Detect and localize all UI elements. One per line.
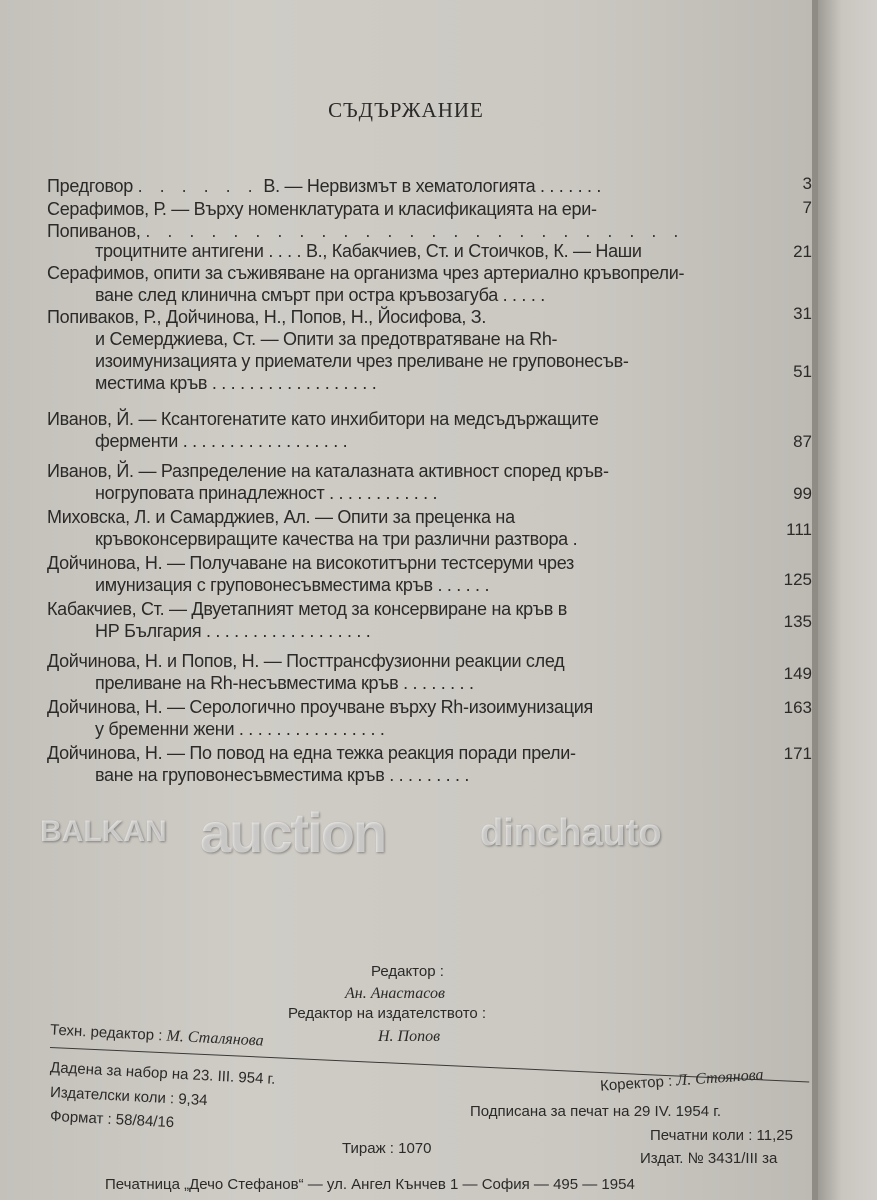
tech-editor <box>50 1021 264 1050</box>
toc-entry <box>47 307 486 328</box>
toc-entry <box>95 621 371 642</box>
toc-entry <box>47 599 567 620</box>
typeset-date: Дадена за набор на 23. III. 954 г. <box>49 1059 276 1088</box>
toc-entry <box>47 263 684 284</box>
print-sheets: Печатни коли : 11,25 <box>650 1127 793 1144</box>
editor-name: Ан. Анастасов <box>345 985 445 1002</box>
printer-address: Печатница „Дечо Стефанов“ — ул. Ангел Кънчев 1 — София — 495 — 1954 <box>105 1176 635 1193</box>
toc-entry-text: кръвоконсервиращите качества на три различни разтвора . <box>95 529 578 549</box>
page-number: 125 <box>783 570 812 589</box>
toc-entry <box>95 765 469 786</box>
page-number: 149 <box>783 664 812 683</box>
proofreader <box>600 1066 765 1095</box>
editor-label: Редактор : <box>371 963 444 980</box>
toc-entry-text: Иванов, Й. — Ксантогенатите като инхибитори на медсъдържащите <box>47 409 599 429</box>
toc-entry <box>95 483 437 504</box>
toc-entry <box>95 431 347 452</box>
toc-entry-text: Серафимов, Р. — Върху номенклатурата и класификацията на ери- <box>47 199 597 219</box>
publisher-editor-name: Н. Попов <box>378 1028 441 1045</box>
toc-entry-text: у бременни жени . . . . . . . . . . . . . . . . <box>95 719 385 739</box>
watermark-dinchauto: dinchauto <box>480 812 662 854</box>
page-number: 3 <box>802 174 812 193</box>
toc-entry-text: Дойчинова, Н. — Получаване на високотитърни тестсеруми чрез <box>47 553 574 573</box>
publisher-sheets: Издателски коли : 9,34 <box>49 1083 208 1110</box>
toc-entry <box>47 507 515 528</box>
toc-entry <box>95 575 489 596</box>
toc-entry-text: и Семерджиева, Ст. — Опити за предотвратяване на Rh- <box>95 329 558 349</box>
toc-entry <box>95 285 545 306</box>
leader-dots: . . . . . . <box>137 176 259 196</box>
toc-entry-text: Предговор <box>47 176 133 196</box>
page-number: 31 <box>793 304 812 323</box>
watermark-auction: auction <box>200 801 386 864</box>
toc-entry-text: ногруповата принадлежност . . . . . . . . . . . . <box>95 483 438 503</box>
toc-entry-text: Дойчинова, Н. — По повод на една тежка реакция поради прели- <box>47 743 576 763</box>
toc-entry <box>47 176 601 197</box>
toc-entry <box>47 697 593 718</box>
signed-date: Подписана за печат на 29 IV. 1954 г. <box>470 1103 722 1120</box>
toc-entry-text: ване на груповонесъвместима кръв . . . . . . . . . <box>95 765 470 785</box>
toc-entry-text: Миховска, Л. и Самарджиев, Ал. — Опити за преценка на <box>47 507 515 527</box>
page-number: 7 <box>802 198 812 217</box>
toc-entry <box>95 673 474 694</box>
proofreader-name: Л. Стоянова <box>675 1066 765 1090</box>
page-number: 51 <box>793 362 812 381</box>
page-number: 135 <box>783 612 812 631</box>
toc-entry-text: Попиванов, <box>47 221 141 241</box>
page-number: 87 <box>793 432 812 451</box>
page-number: 163 <box>783 698 812 717</box>
toc-entry-text: троцитните антигени . . . . В., Кабакчиев, Ст. и Стоичков, К. — Наши <box>95 241 642 261</box>
toc-entry-text: изоимунизацията у приематели чрез преливане не груповонесъв- <box>95 351 629 371</box>
watermark-balkan: BALKAN <box>40 815 167 848</box>
tech-editor-name: М. Сталянова <box>166 1027 265 1050</box>
toc-entry-text: ване след клинична смърт при остра кръвозагуба . . . . . <box>95 285 545 305</box>
page-number: 171 <box>783 744 812 763</box>
publisher-editor-label: Редактор на издателството : <box>288 1005 487 1022</box>
format: Формат : 58/84/16 <box>49 1107 175 1132</box>
toc-entry-text: Попиваков, Р., Дойчинова, Н., Попов, Н., Йосифова, З. <box>47 307 487 327</box>
publication-number: Издат. № 3431/III за <box>640 1150 778 1167</box>
tech-editor-label: Техн. редактор : <box>49 1021 163 1045</box>
print-run: Тираж : 1070 <box>342 1140 432 1157</box>
leader-dots: . . . . . . . . . . . . . . . . . . . . . . . . . <box>145 221 685 241</box>
toc-entry <box>47 743 576 764</box>
toc-entry-text: Иванов, Й. — Разпределение на каталазната активност според кръв- <box>47 461 609 481</box>
toc-entry <box>95 329 557 350</box>
adjacent-page-edge <box>818 0 877 1200</box>
toc-entry-text: Дойчинова, Н. — Серологично проучване върху Rh-изоимунизация <box>47 697 593 717</box>
toc-entry <box>47 221 684 242</box>
toc-entry-text: ферменти . . . . . . . . . . . . . . . . . . <box>95 431 348 451</box>
toc-entry <box>95 719 385 740</box>
page-number: 111 <box>786 520 812 539</box>
toc-entry <box>95 373 376 394</box>
toc-entry <box>95 529 577 550</box>
toc-entry <box>47 199 597 220</box>
toc-entry-text: В. — Нервизмът в хематологията . . . . . . . <box>263 176 602 196</box>
toc-entry-text: местима кръв . . . . . . . . . . . . . . . . . . <box>95 373 377 393</box>
toc-entry-text: Серафимов, опити за съживяване на организма чрез артериално кръвопрели- <box>47 263 685 283</box>
toc-entry <box>95 351 629 372</box>
toc-entry <box>95 241 642 262</box>
page-number: 99 <box>793 484 812 503</box>
toc-entry-text: НР България . . . . . . . . . . . . . . . . . . <box>95 621 371 641</box>
toc-entry-text: Дойчинова, Н. и Попов, Н. — Посттрансфузионни реакции след <box>47 651 565 671</box>
page-title: СЪДЪРЖАНИЕ <box>328 98 484 122</box>
toc-entry <box>47 461 609 482</box>
toc-entry <box>47 553 574 574</box>
proofreader-label: Коректор : <box>599 1072 673 1095</box>
toc-entry <box>47 409 599 430</box>
toc-entry-text: имунизация с груповонесъвместима кръв . . . . . . <box>95 575 490 595</box>
toc-entry-text: преливане на Rh-несъвместима кръв . . . . . . . . <box>95 673 474 693</box>
page-number: 21 <box>793 242 812 261</box>
toc-entry <box>47 651 564 672</box>
toc-entry-text: Кабакчиев, Ст. — Двуетапният метод за консервиране на кръв в <box>47 599 567 619</box>
